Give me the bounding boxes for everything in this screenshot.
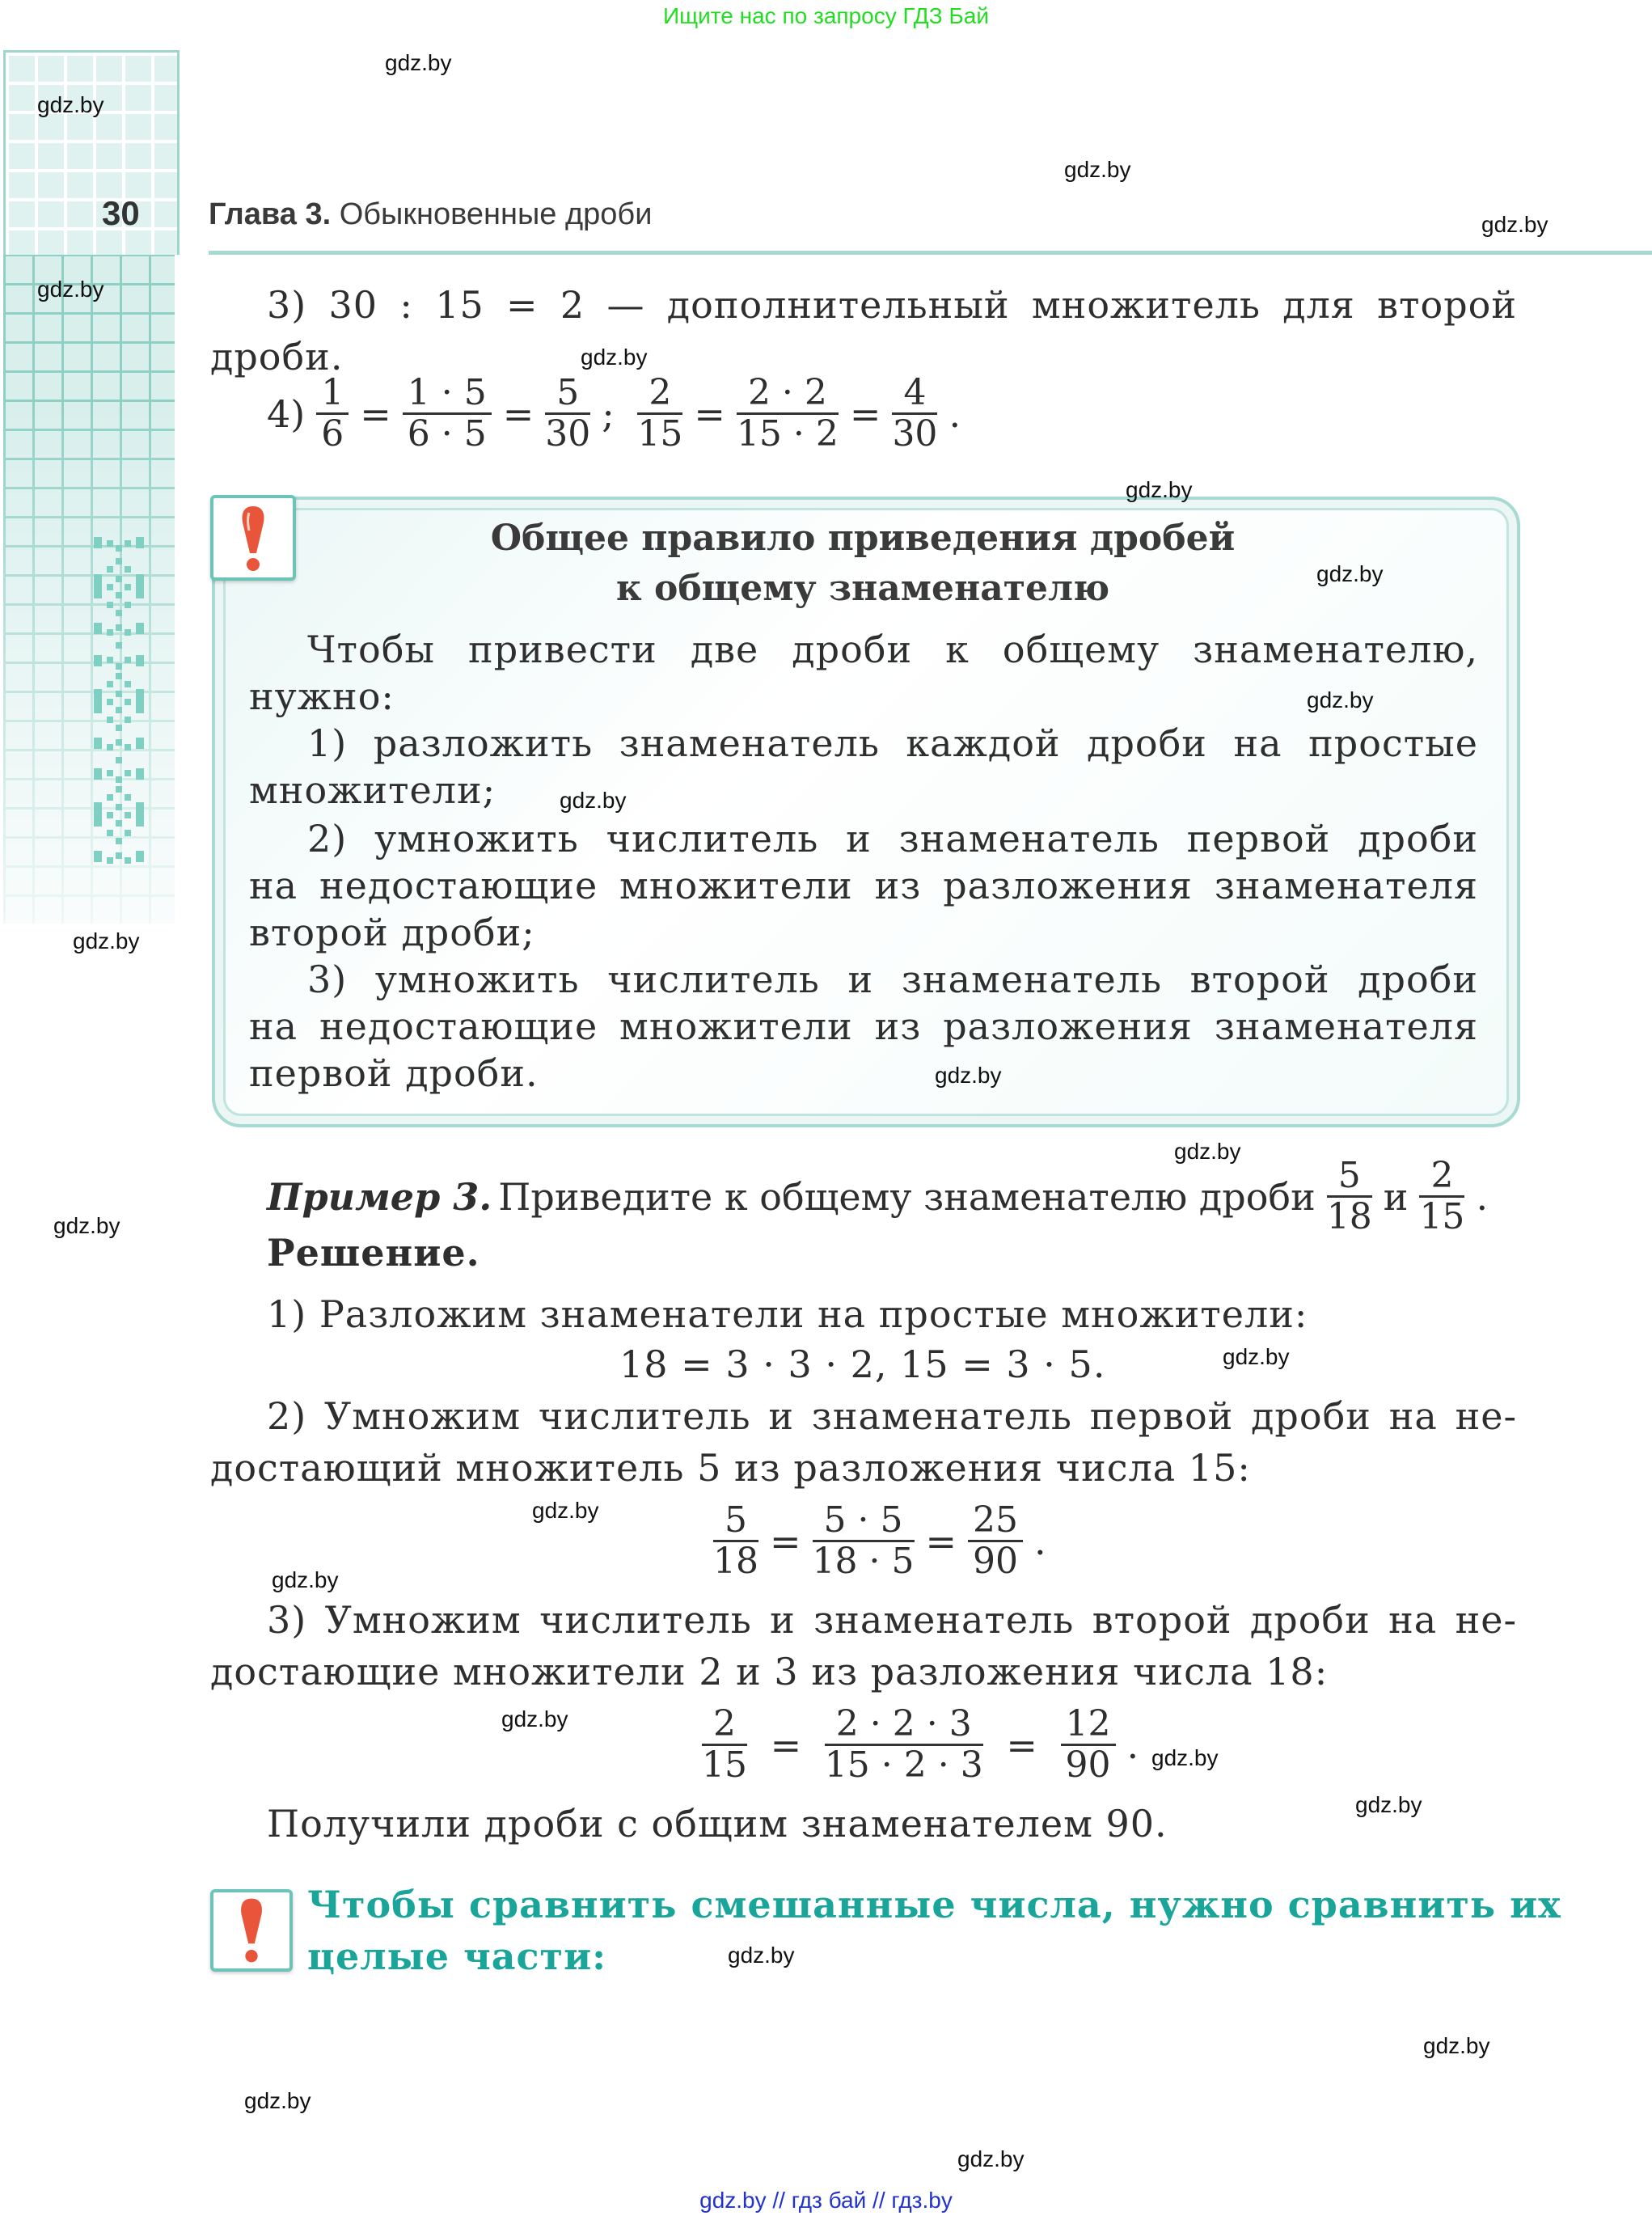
watermark: gdz.by	[560, 788, 627, 813]
rule-text-line: 2) умножить числитель и знаменатель первой дроби	[307, 817, 1478, 860]
rule-text-line: второй дроби;	[249, 911, 535, 954]
watermark: gdz.by	[1355, 1792, 1422, 1817]
watermark: gdz.by	[37, 277, 104, 302]
watermark: gdz.by	[728, 1943, 795, 1968]
solution-step2-cont: достающий множитель 5 из разложения числа 15:	[210, 1446, 1251, 1490]
ornament-icon	[91, 534, 147, 906]
note-line1: Чтобы сравнить смешанные числа, нужно сравнить их	[307, 1883, 1561, 1926]
watermark: gdz.by	[957, 2146, 1025, 2171]
watermark: gdz.by	[1223, 1344, 1290, 1369]
rule-text-line: на недостающие множители из разложения знаменателя	[249, 1004, 1478, 1048]
note-exclamation-badge	[210, 1889, 293, 1972]
rule-text-line: множители;	[249, 768, 496, 812]
watermark: gdz.by	[532, 1498, 599, 1523]
solution-step3: 3) Умножим числитель и знаменатель второй дроби на не-	[267, 1598, 1517, 1642]
rule-text-line: первой дроби.	[249, 1051, 539, 1095]
rule-text-line: 1) разложить знаменатель каждой дроби на простые	[307, 721, 1478, 765]
solution-step2: 2) Умножим числитель и знаменатель первой дроби на не-	[267, 1394, 1517, 1438]
intro-step3-cont: дроби.	[210, 335, 344, 378]
margin-grid-header	[3, 50, 180, 255]
example-heading: Пример 3. Приведите к общему знаменателю дроби $\frac{5}{18}$ и $\frac{2}{15}$ .	[267, 1155, 1489, 1237]
watermark: gdz.by	[581, 345, 648, 370]
solution-step3-math: $\frac{2}{15}$ = $\frac{2 \cdot 2 \cdot 3}{15 \cdot 2 \cdot 3}$ = $\frac{12}{90}$ .	[702, 1703, 1139, 1786]
watermark: gdz.by	[1126, 477, 1193, 502]
watermark: gdz.by	[244, 2088, 311, 2113]
watermark: gdz.by	[53, 1213, 120, 1238]
watermark: gdz.by	[385, 50, 452, 75]
watermark: gdz.by	[501, 1706, 568, 1731]
intro-step4-math: 4) $\frac{1}{6}$ = $\frac{1 \cdot 5}{6 \cdot 5}$ = $\frac{5}{30}$ ; $\frac{2}{15}$ = $\frac{2 \cdot 2}{15 \cdot 2}$ = $\frac{4}{30}$ .	[267, 372, 961, 455]
exclamation-icon	[213, 1892, 289, 1968]
solution-step2-math: $\frac{5}{18}$ = $\frac{5 \cdot 5}{18 \cdot 5}$ = $\frac{25}{90}$ .	[713, 1499, 1046, 1582]
intro-step3: 3) 30 : 15 = 2 — дополнительный множитель для второй	[267, 283, 1517, 327]
example-label: Пример 3.	[267, 1174, 492, 1219]
watermark: gdz.by	[37, 92, 104, 117]
solution-step3-cont: достающие множители 2 и 3 из разложения числа 18:	[210, 1650, 1329, 1693]
note-line2: целые части:	[307, 1934, 607, 1978]
rule-title-line2: к общему знаменателю	[615, 568, 1110, 609]
rule-text-line: нужно:	[249, 674, 395, 718]
bottom-banner: gdz.by // гдз бай // гдз.by	[699, 2188, 953, 2213]
solution-step1-math: 18 = 3 · 3 · 2, 15 = 3 · 5.	[619, 1342, 1106, 1386]
watermark: gdz.by	[1307, 687, 1374, 712]
solution-step1: 1) Разложим знаменатели на простые множители:	[267, 1292, 1308, 1336]
watermark: gdz.by	[1316, 561, 1384, 586]
watermark: gdz.by	[272, 1567, 339, 1592]
top-banner: Ищите нас по запросу ГДЗ Бай	[662, 3, 990, 28]
page-number: 30	[102, 194, 140, 232]
rule-text-line: 3) умножить числитель и знаменатель второй дроби	[307, 958, 1478, 1001]
example-text: Приведите к общему знаменателю дроби	[498, 1174, 1316, 1219]
chapter-label: Глава 3.	[209, 197, 332, 231]
watermark: gdz.by	[1481, 212, 1548, 237]
rule-title-line1: Общее правило приведения дробей	[490, 518, 1236, 559]
watermark: gdz.by	[73, 928, 140, 953]
rule-text-line: на недостающие множители из разложения знаменателя	[249, 864, 1478, 907]
header-divider	[209, 251, 1652, 255]
solution-conclusion: Получили дроби с общим знаменателем 90.	[267, 1802, 1168, 1846]
watermark: gdz.by	[1151, 1745, 1219, 1770]
watermark: gdz.by	[1064, 157, 1131, 182]
watermark: gdz.by	[1174, 1139, 1241, 1164]
chapter-title: Обыкновенные дроби	[339, 197, 653, 231]
watermark: gdz.by	[1423, 2033, 1490, 2058]
rule-text-line: Чтобы привести две дроби к общему знаменателю,	[307, 628, 1478, 671]
solution-label: Решение.	[267, 1231, 480, 1275]
chapter-header	[209, 197, 652, 232]
watermark: gdz.by	[935, 1063, 1002, 1088]
